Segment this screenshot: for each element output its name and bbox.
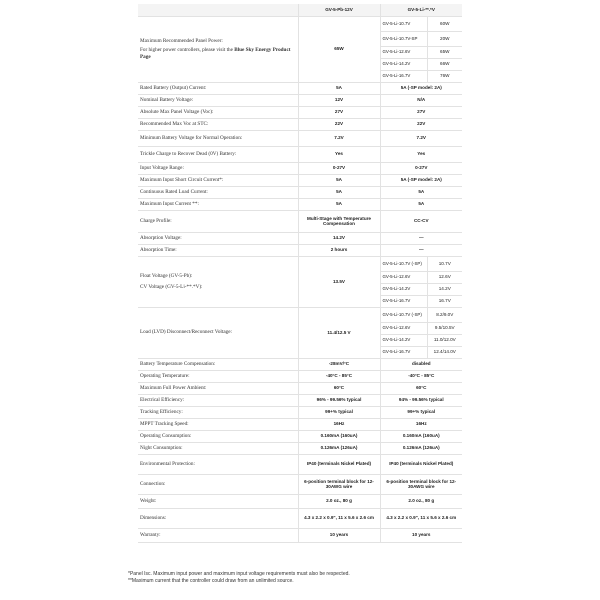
row-label: Rated Battery (Output) Current: <box>138 82 298 94</box>
row-value-li: 5A <box>380 198 462 210</box>
float-sub-model: GV-5-Li-16.7V <box>380 295 427 307</box>
row-value-pb: 0.126mA (126uA) <box>298 442 380 454</box>
spec-table-container <box>138 4 462 543</box>
row-label: Minimum Battery Voltage for Normal Operation: <box>138 130 298 146</box>
row-value-pb: 22V <box>298 118 380 130</box>
row-value-pb: 96% - 99.56% typical <box>298 394 380 406</box>
lvd-label: Load (LVD) Disconnect/Reconnect Voltage: <box>138 307 298 358</box>
row-value-pb: 5A <box>298 186 380 198</box>
panel-sub-value: 20W <box>427 31 462 46</box>
table-row <box>138 198 462 210</box>
table-row <box>138 406 462 418</box>
panel-sub-model: GV-5-Li-10.7V <box>380 16 427 31</box>
row-value-li: IP40 (terminals Nickel Plated) <box>380 454 462 474</box>
row-value-li: 5A <box>380 186 462 198</box>
row-value-pb: Multi-Stage with Temperature Compensation <box>298 210 380 232</box>
row-label: Operating Consumption: <box>138 430 298 442</box>
row-label: Absolute Max Panel Voltage (Voc): <box>138 106 298 118</box>
panel-sub-value: 60W <box>427 16 462 31</box>
row-value-pb: 5A <box>298 174 380 186</box>
table-row <box>138 174 462 186</box>
panel-sub-model: GV-5-Li-14.2V <box>380 58 427 70</box>
row-label: Warranty: <box>138 528 298 542</box>
row-value-li: 10 years <box>380 528 462 542</box>
row-label: Charge Profile: <box>138 210 298 232</box>
table-row <box>138 430 462 442</box>
row-label: Nominal Battery Voltage: <box>138 94 298 106</box>
lvd-sub-model: GV-5-Li-16.7V <box>380 346 427 358</box>
table-row <box>138 146 462 162</box>
footnote: *Panel Isc. Maximum input power and maximum input voltage requirements must also be respected. <box>128 571 350 577</box>
row-value-pb: IP40 (terminals Nickel Plated) <box>298 454 380 474</box>
row-label: Recommended Max Voc at STC: <box>138 118 298 130</box>
row-label: Dimensions: <box>138 508 298 528</box>
row-value-li: -40°C - 85°C <box>380 370 462 382</box>
table-row <box>138 94 462 106</box>
float-sub-value: 14.2V <box>427 283 462 295</box>
row-value-pb: -40°C - 85°C <box>298 370 380 382</box>
float-row <box>138 256 462 271</box>
row-value-li: 2.0 oz., 80 g <box>380 494 462 508</box>
float-sub-value: 10.7V <box>427 256 462 271</box>
row-value-li: 4.3 x 2.2 x 0.9", 11 x 5.6 x 2.6 cm <box>380 508 462 528</box>
table-row <box>138 508 462 528</box>
row-label: Continuous Rated Load Current: <box>138 186 298 198</box>
row-value-li: 6-position terminal block for 12-30AWG wire <box>380 474 462 494</box>
table-row <box>138 82 462 94</box>
panel-row <box>138 16 462 31</box>
row-value-li: 22V <box>380 118 462 130</box>
float-sub-value: 12.6V <box>427 271 462 283</box>
row-value-pb: 27V <box>298 106 380 118</box>
row-label: Input Voltage Range: <box>138 162 298 174</box>
row-value-li: 16Hz <box>380 418 462 430</box>
row-value-pb: 12V <box>298 94 380 106</box>
row-value-pb: 5A <box>298 198 380 210</box>
header-row <box>138 4 462 16</box>
table-row <box>138 370 462 382</box>
lvd-sub-model: GV-5-Li-14.2V <box>380 334 427 346</box>
row-value-li: 0-27V <box>380 162 462 174</box>
row-value-li: 0.160mA (160uA) <box>380 430 462 442</box>
row-value-li: 7.2V <box>380 130 462 146</box>
row-value-li: disabled <box>380 358 462 370</box>
lvd-sub-value: 12.4/14.0V <box>427 346 462 358</box>
float-value: 13.5V <box>298 256 380 307</box>
header-col-pb: GV-5-Pb-12V <box>298 4 380 16</box>
row-value-li: 5A (-SP model: 2A) <box>380 82 462 94</box>
spec-rows-c <box>138 358 462 454</box>
row-value-li: — <box>380 232 462 244</box>
spec-table <box>138 4 462 543</box>
row-value-li: N/A <box>380 94 462 106</box>
panel-sub-value: 65W <box>427 46 462 58</box>
float-label: Float Voltage (GV-5-Pb): CV Voltage (GV-5-Li-**.*V): <box>138 256 298 307</box>
row-value-li: 5A (-SP model: 2A) <box>380 174 462 186</box>
row-label: Absorption Voltage: <box>138 232 298 244</box>
row-value-li: 60°C <box>380 382 462 394</box>
lvd-sub-value: 11.0/12.0V <box>427 334 462 346</box>
float-sub-model: GV-5-Li-12.6V <box>380 271 427 283</box>
row-label: Trickle Charge to Recover Dead (0V) Battery: <box>138 146 298 162</box>
row-value-li: Yes <box>380 146 462 162</box>
row-value-pb: 10 years <box>298 528 380 542</box>
row-value-pb: 5A <box>298 82 380 94</box>
row-label: Absorption Time: <box>138 244 298 256</box>
lvd-row <box>138 307 462 322</box>
row-value-pb: Yes <box>298 146 380 162</box>
table-row <box>138 232 462 244</box>
panel-sub-value: 76W <box>427 70 462 82</box>
table-row <box>138 454 462 474</box>
row-value-pb: -28mV/°C <box>298 358 380 370</box>
row-label: Maximum Input Current **: <box>138 198 298 210</box>
table-row <box>138 394 462 406</box>
float-sub-model: GV-5-Li-14.2V <box>380 283 427 295</box>
row-value-li: — <box>380 244 462 256</box>
table-row <box>138 186 462 198</box>
panel-sub-model: GV-5-Li-16.7V <box>380 70 427 82</box>
row-label: Connection: <box>138 474 298 494</box>
table-row <box>138 162 462 174</box>
row-label: Maximum Full Power Ambient: <box>138 382 298 394</box>
panel-sub-model: GV-5-Li-10.7V-SP <box>380 31 427 46</box>
product-page-link[interactable]: Blue Sky Energy Product Page <box>140 47 291 60</box>
row-value-pb: 7.2V <box>298 130 380 146</box>
row-value-pb: 6-position terminal block for 12-30AWG wire <box>298 474 380 494</box>
spec-rows-a <box>138 82 462 210</box>
row-label: MPPT Tracking Speed: <box>138 418 298 430</box>
float-sub-value: 16.7V <box>427 295 462 307</box>
row-value-li: 0.126mA (126uA) <box>380 442 462 454</box>
row-value-li: 94% - 99.56% typical <box>380 394 462 406</box>
table-row <box>138 382 462 394</box>
table-row <box>138 474 462 494</box>
footnotes <box>128 571 488 586</box>
footnote: **Maximum current that the controller could draw from an unlimited source. <box>128 578 294 585</box>
row-value-pb: 99+% typical <box>298 406 380 418</box>
header-col-li: GV-5-Li-**.*V <box>380 4 462 16</box>
row-value-pb: 0.160mA (160uA) <box>298 430 380 442</box>
table-row <box>138 118 462 130</box>
float-sub-model: GV-5-Li-10.7V (-SP) <box>380 256 427 271</box>
table-row <box>138 244 462 256</box>
row-label: Operating Temperature: <box>138 370 298 382</box>
row-value-pb: 2.0 oz., 80 g <box>298 494 380 508</box>
panel-sub-value: 66W <box>427 58 462 70</box>
table-row <box>138 358 462 370</box>
table-row <box>138 442 462 454</box>
panel-label: Maximum Recommended Panel Power: For higher power controllers, please visit the Blue Sky Energy Product Page <box>138 16 298 82</box>
row-label: Battery Temperature Compensation: <box>138 358 298 370</box>
row-value-li: CC-CV <box>380 210 462 232</box>
table-row <box>138 210 462 232</box>
table-row <box>138 528 462 542</box>
lvd-value: 11.4/12.5 V <box>298 307 380 358</box>
lvd-sub-value: 9.5/10.5V <box>427 322 462 334</box>
row-value-pb: 2 hours <box>298 244 380 256</box>
panel-sub-model: GV-5-Li-12.6V <box>380 46 427 58</box>
row-value-pb: 0-27V <box>298 162 380 174</box>
spec-rows-d <box>138 454 462 542</box>
lvd-sub-model: GV-5-Li-10.7V (-SP) <box>380 307 427 322</box>
table-row <box>138 494 462 508</box>
row-label: Maximum Input Short Circuit Current*: <box>138 174 298 186</box>
row-label: Electrical Efficiency: <box>138 394 298 406</box>
table-row <box>138 130 462 146</box>
table-row <box>138 418 462 430</box>
row-value-pb: 4.3 x 2.2 x 0.9", 11 x 5.6 x 2.6 cm <box>298 508 380 528</box>
row-value-pb: 60°C <box>298 382 380 394</box>
row-value-pb: 14.2V <box>298 232 380 244</box>
row-label: Night Consumption: <box>138 442 298 454</box>
row-label: Environmental Protection: <box>138 454 298 474</box>
row-label: Weight: <box>138 494 298 508</box>
table-row <box>138 106 462 118</box>
panel-value: 65W <box>298 16 380 82</box>
lvd-sub-value: 8.2/9.0V <box>427 307 462 322</box>
row-label: Tracking Efficiency: <box>138 406 298 418</box>
spec-rows-b <box>138 232 462 256</box>
row-value-li: 99+% typical <box>380 406 462 418</box>
row-value-pb: 16Hz <box>298 418 380 430</box>
lvd-sub-model: GV-5-Li-12.6V <box>380 322 427 334</box>
row-value-li: 27V <box>380 106 462 118</box>
